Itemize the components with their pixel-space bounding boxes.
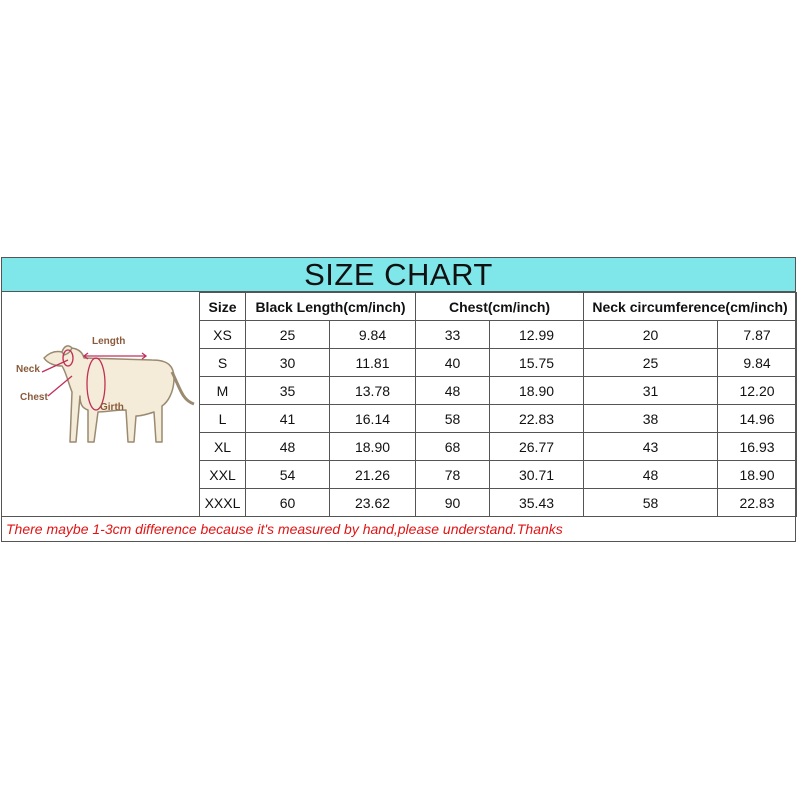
cell-size: XL: [200, 433, 246, 461]
cell-length-cm: 54: [246, 461, 330, 489]
header-chest: Chest(cm/inch): [416, 293, 584, 321]
table-header-row: [200, 293, 797, 321]
chest-label: Chest: [20, 392, 48, 403]
cell-chest-inch: 15.75: [490, 349, 584, 377]
cell-chest-cm: 33: [416, 321, 490, 349]
cell-chest-cm: 78: [416, 461, 490, 489]
length-label: Length: [92, 336, 126, 347]
cell-neck-cm: 38: [584, 405, 718, 433]
cell-chest-cm: 90: [416, 489, 490, 517]
header-neck: Neck circumference(cm/inch): [584, 293, 797, 321]
cell-chest-inch: 18.90: [490, 377, 584, 405]
table-row: [200, 349, 797, 377]
girth-label: Girth: [100, 402, 124, 413]
cell-neck-inch: 16.93: [718, 433, 797, 461]
cell-neck-cm: 43: [584, 433, 718, 461]
header-size: Size: [200, 293, 246, 321]
cell-length-inch: 9.84: [330, 321, 416, 349]
table-row: [200, 433, 797, 461]
cell-chest-cm: 40: [416, 349, 490, 377]
cell-size: XXXL: [200, 489, 246, 517]
cell-length-inch: 18.90: [330, 433, 416, 461]
cell-length-cm: 48: [246, 433, 330, 461]
cell-length-cm: 35: [246, 377, 330, 405]
neck-label: Neck: [16, 364, 40, 375]
cell-size: M: [200, 377, 246, 405]
table-row: [200, 377, 797, 405]
cell-length-inch: 16.14: [330, 405, 416, 433]
cell-length-inch: 11.81: [330, 349, 416, 377]
cell-neck-cm: 58: [584, 489, 718, 517]
size-chart-title: SIZE CHART: [2, 258, 795, 292]
cell-chest-inch: 35.43: [490, 489, 584, 517]
cell-neck-inch: 18.90: [718, 461, 797, 489]
cell-neck-inch: 12.20: [718, 377, 797, 405]
cell-neck-cm: 48: [584, 461, 718, 489]
cell-neck-inch: 7.87: [718, 321, 797, 349]
cell-size: S: [200, 349, 246, 377]
cell-length-inch: 13.78: [330, 377, 416, 405]
cell-chest-cm: 48: [416, 377, 490, 405]
cell-chest-inch: 22.83: [490, 405, 584, 433]
cell-neck-inch: 14.96: [718, 405, 797, 433]
cell-neck-inch: 22.83: [718, 489, 797, 517]
measurement-note: There maybe 1-3cm difference because it's measured by hand,please understand.Thanks: [2, 516, 795, 542]
cell-chest-inch: 12.99: [490, 321, 584, 349]
cell-neck-cm: 31: [584, 377, 718, 405]
cell-neck-inch: 9.84: [718, 349, 797, 377]
header-back-length: Black Length(cm/inch): [246, 293, 416, 321]
cell-size: XS: [200, 321, 246, 349]
cell-length-inch: 23.62: [330, 489, 416, 517]
cell-length-cm: 60: [246, 489, 330, 517]
cell-length-cm: 30: [246, 349, 330, 377]
table-row: [200, 321, 797, 349]
cell-length-cm: 41: [246, 405, 330, 433]
cell-length-cm: 25: [246, 321, 330, 349]
cell-chest-inch: 30.71: [490, 461, 584, 489]
cell-neck-cm: 20: [584, 321, 718, 349]
cell-size: L: [200, 405, 246, 433]
cell-chest-inch: 26.77: [490, 433, 584, 461]
table-row: [200, 461, 797, 489]
cell-chest-cm: 68: [416, 433, 490, 461]
table-row: [200, 405, 797, 433]
cell-neck-cm: 25: [584, 349, 718, 377]
size-chart: [1, 257, 796, 542]
size-table: [199, 292, 797, 517]
cell-size: XXL: [200, 461, 246, 489]
cell-chest-cm: 58: [416, 405, 490, 433]
dog-measurement-diagram: [2, 292, 199, 517]
table-row: [200, 489, 797, 517]
cell-length-inch: 21.26: [330, 461, 416, 489]
dog-illustration-icon: [2, 292, 199, 517]
